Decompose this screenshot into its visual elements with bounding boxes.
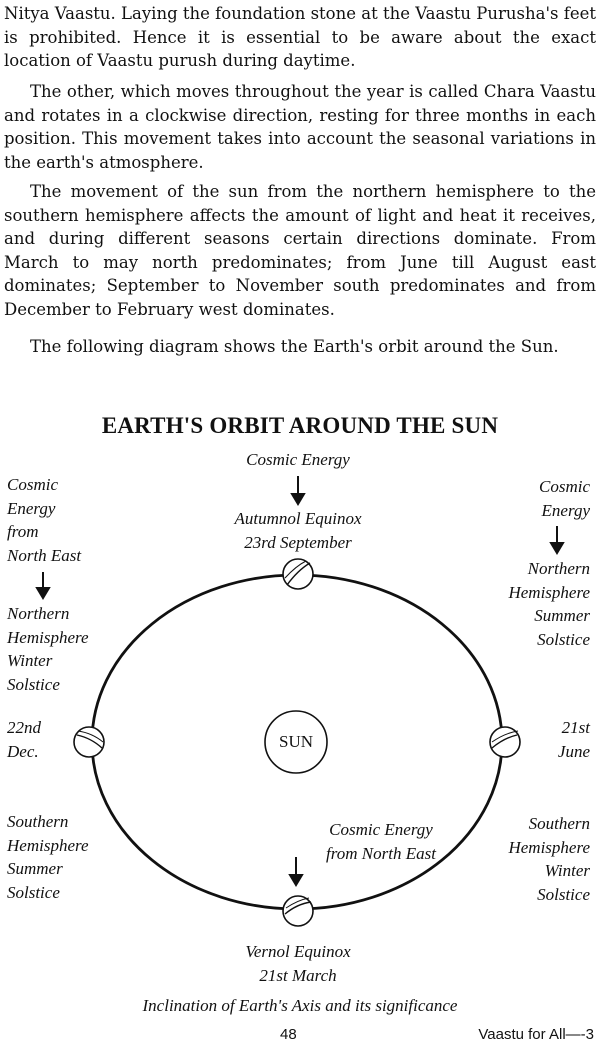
arrow-right (551, 526, 563, 553)
june-date-label: 21st June (557, 718, 590, 761)
southern-summer-label: Southern Hemisphere Summer Solstice (7, 812, 89, 902)
vernal-equinox-label: Vernol Equinox 21st March (245, 942, 351, 985)
december-date-label: 22nd Dec. (7, 718, 41, 761)
top-energy-label: Cosmic Energy (246, 450, 350, 469)
autumn-equinox-label: Autumnol Equinox 23rd September (234, 509, 362, 552)
sun-label: SUN (278, 732, 313, 751)
figure-caption: Inclination of Earth's Axis and its significance (142, 996, 458, 1015)
left-energy-label: Cosmic Energy from North East (7, 475, 82, 565)
bottom-energy-label: Cosmic Energy from North East (326, 820, 436, 863)
summer-solstice-label: Northern Hemisphere Summer Solstice (508, 559, 590, 649)
earth-top (283, 559, 313, 589)
arrow-bottom (290, 857, 302, 885)
arrow-left (37, 572, 49, 598)
diagram-title: EARTH'S ORBIT AROUND THE SUN (101, 413, 499, 438)
paragraph-3: The movement of the sun from the northern hemisphere to the southern hemisphere affects the amount of light and heat it receives, and during different seasons certain directions dominate. From March to may north predominates; from June till August east dominates; September to November south predominates and from December to February west dominates. (4, 182, 596, 319)
earth-bottom (283, 896, 313, 926)
southern-winter-label: Southern Hemisphere Winter Solstice (508, 814, 590, 904)
paragraph-4: The following diagram shows the Earth's orbit around the Sun. (30, 337, 559, 356)
paragraph-2: The other, which moves throughout the year is called Chara Vaastu and rotates in a clockwise direction, resting for three months in each position. This movement takes into account the seasonal variations in the earth's atmosphere. (4, 82, 596, 172)
right-energy-label: Cosmic Energy (539, 477, 590, 520)
arrow-top (292, 476, 304, 504)
winter-solstice-label: Northern Hemisphere Winter Solstice (7, 604, 89, 694)
running-footer: Vaastu for All—-3 (478, 1026, 594, 1043)
page-number: 48 (280, 1026, 297, 1043)
paragraph-1: Nitya Vaastu. Laying the foundation stone at the Vaastu Purusha's feet is prohibited. Hence it is essential to be aware about the exact location of Vaastu purush during daytime. (4, 4, 596, 70)
